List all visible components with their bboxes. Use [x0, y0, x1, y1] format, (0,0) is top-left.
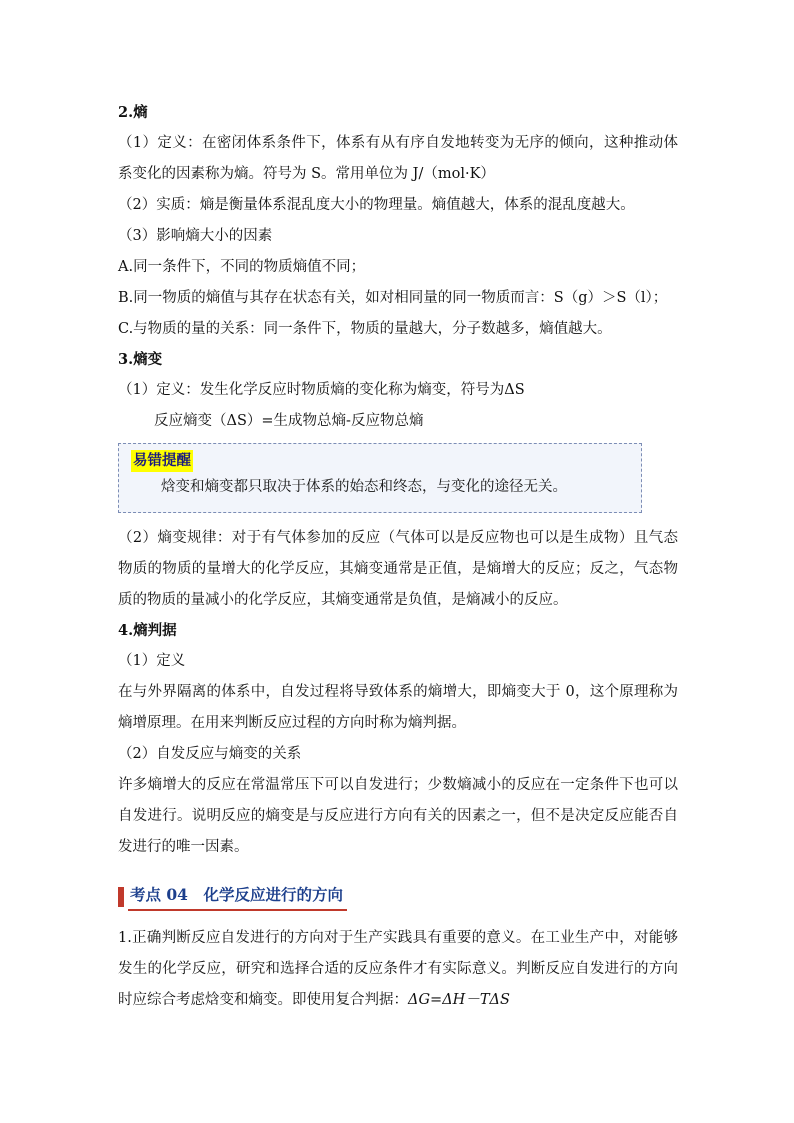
heading-entropy: 2.熵 — [118, 104, 148, 121]
spontaneous-relation-text: 许多熵增大的反应在常温常压下可以自发进行；少数熵减小的反应在一定条件下也可以自发进行。说明反应的熵变是与反应进行方向有关的因素之一，但不是决定反应能否自发进行的唯一因素。 — [118, 777, 678, 855]
entropy-change-definition: （1）定义：发生化学反应时物质熵的变化称为熵变，符号为ΔS — [118, 382, 525, 398]
entropy-definition: （1）定义：在密闭体系条件下，体系有从有序自发地转变为无序的倾向，这种推动体系变化的因素称为熵。符号为 S。常用单位为 J/（mol·K） — [118, 135, 678, 182]
section-paragraph — [118, 923, 678, 1016]
entropy-essence: （2）实质：熵是衡量体系混乱度大小的物理量。熵值越大，体系的混乱度越大。 — [118, 197, 635, 213]
entropy-change-rule: （2）熵变规律：对于有气体参加的反应（气体可以是反应物也可以是生成物）且气态物质的物质的量增大的化学反应，其熵变通常是正值，是熵增大的反应；反之，气态物质的物质的量减小的化学反应，其熵变通常是负值，是熵减小的反应。 — [118, 530, 678, 608]
note-text: 焓变和熵变都只取决于体系的始态和终态，与变化的途径无关。 — [161, 479, 567, 495]
heading-entropy-change: 3.熵变 — [118, 351, 163, 368]
section-paragraph-text: 1.正确判断反应自发进行的方向对于生产实践具有重要的意义。在工业生产中，对能够发生的化学反应，研究和选择合适的反应条件才有实际意义。判断反应自发进行的方向时应综合考虑焓变和熵变。即使用复合判据： — [118, 930, 678, 1008]
note-title: 易错提醒 — [131, 450, 193, 472]
criterion-definition-title: （1）定义 — [118, 653, 186, 669]
entropy-factor-c: C.与物质的量的关系：同一条件下，物质的量越大，分子数越多，熵值越大。 — [118, 321, 612, 337]
heading-entropy-criterion: 4.熵判据 — [118, 622, 177, 639]
entropy-factor-b: B.同一物质的熵值与其存在状态有关，如对相同量的同一物质而言：S（g）＞S（l）； — [118, 290, 668, 306]
entropy-factors-title: （3）影响熵大小的因素 — [118, 228, 273, 244]
entropy-change-formula: 反应熵变（ΔS）=生成物总熵-反应物总熵 — [154, 413, 424, 429]
criterion-definition-text: 在与外界隔离的体系中，自发过程将导致体系的熵增大，即熵变大于 0，这个原理称为熵增原理。在用来判断反应过程的方向时称为熵判据。 — [118, 684, 678, 731]
section-marker — [118, 887, 124, 907]
section-title: 考点 04 化学反应进行的方向 — [128, 883, 347, 911]
error-prone-note-box — [118, 443, 642, 513]
section-header — [118, 881, 678, 913]
document-body — [118, 98, 678, 1016]
gibbs-formula: ΔG=ΔH－TΔS — [408, 992, 510, 1008]
spontaneous-relation-title: （2）自发反应与熵变的关系 — [118, 746, 302, 762]
entropy-factor-a: A.同一条件下，不同的物质熵值不同； — [118, 259, 366, 275]
